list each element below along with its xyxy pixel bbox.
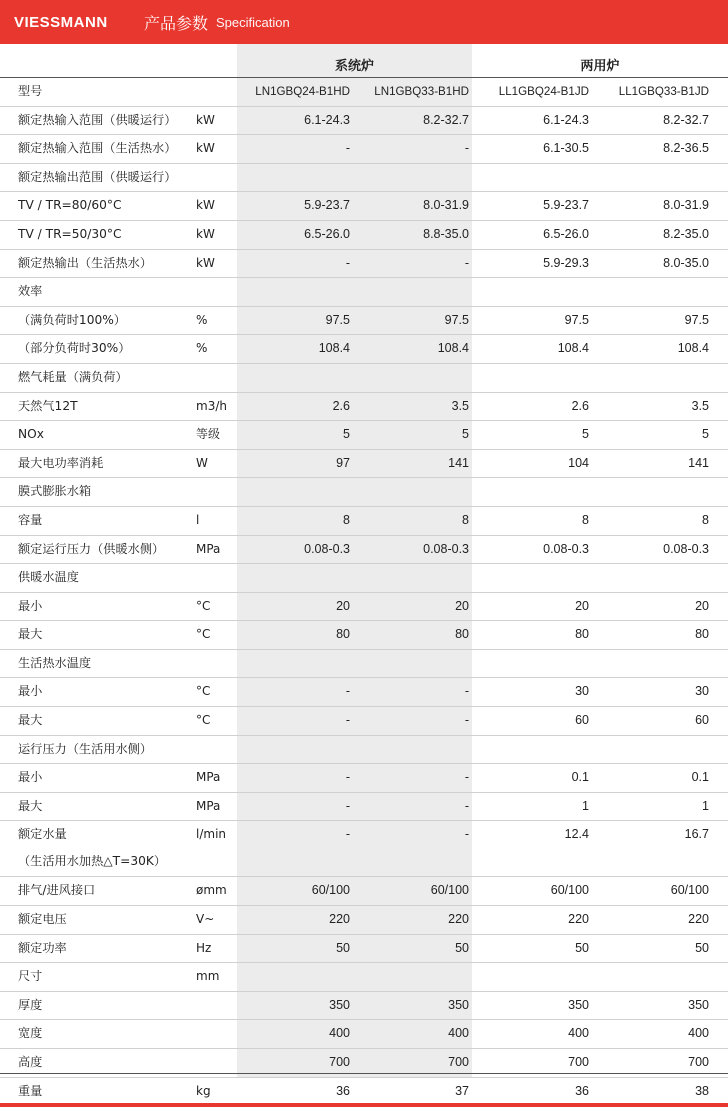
table-bottom-rule	[0, 1073, 728, 1074]
table-row	[0, 992, 728, 1021]
table-row	[0, 650, 728, 679]
value-cell-3: 108.4	[557, 341, 589, 356]
table-row	[0, 877, 728, 906]
value-cell-2: 3.5	[451, 398, 469, 413]
table-row	[0, 335, 728, 364]
value-cell-3: 0.1	[571, 770, 589, 785]
value-cell-4: 8	[702, 512, 709, 527]
row-label: 额定热输出（生活热水）	[18, 255, 153, 270]
value-cell-4: 60	[695, 713, 709, 728]
value-cell-4: 80	[695, 627, 709, 642]
row-unit: l/min	[196, 827, 227, 842]
value-cell-3: 60	[575, 713, 589, 728]
value-cell-4: 3.5	[691, 398, 709, 413]
value-cell-3: 6.5-26.0	[543, 226, 589, 241]
row-unit: kW	[196, 226, 215, 241]
value-cell-3: 97.5	[564, 312, 589, 327]
value-cell-3: 30	[575, 684, 589, 699]
row-unit: l	[196, 512, 200, 527]
value-cell-1: 220	[329, 912, 350, 927]
table-row	[0, 707, 728, 736]
value-cell-2: 60/100	[430, 883, 469, 898]
row-unit: °C	[196, 713, 211, 728]
value-cell-4: 8.0-35.0	[663, 255, 709, 270]
row-unit: °C	[196, 627, 211, 642]
spec-table	[0, 44, 728, 1106]
group-header-combi: 两用炉	[580, 59, 620, 74]
row-label: 型号	[18, 84, 43, 98]
model-cell-2: LN1GBQ33-B1HD	[374, 85, 469, 98]
row-label: 厚度	[18, 997, 43, 1012]
value-cell-3: 20	[575, 598, 589, 613]
row-label: 最小	[18, 770, 43, 785]
header-bar	[0, 0, 728, 44]
value-cell-2: -	[464, 713, 469, 728]
value-cell-1: 97	[336, 455, 350, 470]
row-unit: ømm	[196, 883, 227, 898]
row-label: 高度	[18, 1055, 43, 1069]
value-cell-2: 400	[448, 1026, 469, 1041]
value-cell-2: -	[464, 770, 469, 785]
value-cell-1: 400	[329, 1026, 350, 1041]
table-row	[0, 963, 728, 992]
value-cell-4: 8.2-35.0	[663, 226, 709, 241]
value-cell-1: 20	[336, 598, 350, 613]
row-unit: %	[196, 312, 208, 327]
value-cell-3: 220	[568, 912, 589, 927]
row-label: 重量	[18, 1083, 43, 1098]
value-cell-3: 50	[575, 940, 589, 955]
row-label: （满负荷时100%）	[18, 312, 126, 327]
value-cell-2: 80	[455, 627, 469, 642]
value-cell-1: -	[345, 713, 350, 728]
row-label: （部分负荷时30%）	[18, 341, 131, 356]
model-cell-1: LN1GBQ24-B1HD	[255, 85, 350, 98]
row-label: 最大	[18, 627, 43, 642]
value-cell-3: 700	[568, 1055, 589, 1069]
value-cell-2: -	[464, 798, 469, 813]
value-cell-1: 8	[343, 512, 350, 527]
row-label: 额定功率	[18, 940, 67, 955]
value-cell-1: -	[345, 141, 350, 156]
value-cell-2: 20	[455, 598, 469, 613]
value-cell-1: -	[345, 798, 350, 813]
table-row	[0, 507, 728, 536]
row-unit: V~	[196, 912, 215, 927]
value-cell-1: 6.5-26.0	[304, 226, 350, 241]
value-cell-3: 5.9-29.3	[543, 255, 589, 270]
table-row	[0, 621, 728, 650]
row-label: 宽度	[18, 1026, 43, 1041]
row-label: 生活热水温度	[18, 655, 92, 670]
value-cell-4: 50	[695, 940, 709, 955]
value-cell-4: 5	[702, 427, 709, 442]
row-unit: Hz	[196, 940, 212, 955]
table-row	[0, 1078, 728, 1107]
table-row	[0, 364, 728, 393]
value-cell-2: 5	[462, 427, 469, 442]
row-label: 额定热输出范围（供暖运行）	[18, 169, 177, 184]
row-label: 额定运行压力（供暖水侧）	[18, 541, 165, 556]
value-cell-3: 5.9-23.7	[543, 198, 589, 213]
value-cell-2: 350	[448, 997, 469, 1012]
value-cell-1: 5	[343, 427, 350, 442]
table-row	[0, 536, 728, 565]
row-unit: °C	[196, 598, 211, 613]
model-cell-4: LL1GBQ33-B1JD	[618, 85, 709, 98]
value-cell-4: 220	[688, 912, 709, 927]
row-label: 膜式膨胀水箱	[18, 484, 92, 499]
table-row	[0, 78, 728, 107]
value-cell-1: -	[345, 827, 350, 842]
row-label: 额定电压	[18, 912, 67, 927]
table-row	[0, 250, 728, 279]
table-row	[0, 736, 728, 765]
value-cell-2: -	[464, 141, 469, 156]
table-row	[0, 793, 728, 822]
row-unit: 等级	[196, 427, 221, 442]
value-cell-1: 108.4	[318, 341, 350, 356]
value-cell-4: 20	[695, 598, 709, 613]
row-label: 供暖水温度	[18, 570, 79, 585]
value-cell-4: 1	[702, 798, 709, 813]
value-cell-2: 108.4	[437, 341, 469, 356]
value-cell-3: 350	[568, 997, 589, 1012]
table-row	[0, 564, 728, 593]
row-unit: kW	[196, 141, 215, 156]
value-cell-1: 36	[336, 1083, 350, 1098]
value-cell-3: 400	[568, 1026, 589, 1041]
value-cell-4: 0.08-0.3	[663, 541, 709, 556]
table-row	[0, 393, 728, 422]
row-label: 额定水量	[18, 827, 67, 842]
value-cell-3: 6.1-24.3	[543, 112, 589, 127]
table-row	[0, 593, 728, 622]
group-header-row	[0, 44, 728, 78]
brand-logo: VIESSMANN	[14, 13, 108, 31]
row-unit: °C	[196, 684, 211, 699]
value-cell-1: -	[345, 684, 350, 699]
value-cell-4: 38	[695, 1083, 709, 1098]
row-label: 尺寸	[18, 969, 43, 984]
row-unit: MPa	[196, 798, 221, 813]
value-cell-2: 0.08-0.3	[423, 541, 469, 556]
value-cell-1: 700	[329, 1055, 350, 1069]
model-cell-3: LL1GBQ24-B1JD	[498, 85, 589, 98]
value-cell-4: 30	[695, 684, 709, 699]
row-unit: m3/h	[196, 398, 227, 413]
row-label: NOx	[18, 427, 44, 442]
row-label-note: （生活用水加热△T=30K）	[18, 854, 167, 869]
value-cell-2: 50	[455, 940, 469, 955]
row-unit: kW	[196, 255, 215, 270]
footer-bar	[0, 1103, 728, 1107]
row-label: 额定热输入范围（供暖运行）	[18, 112, 177, 127]
value-cell-4: 141	[688, 455, 709, 470]
page-subtitle: Specification	[216, 14, 290, 30]
table-row	[0, 164, 728, 193]
value-cell-2: 8	[462, 512, 469, 527]
value-cell-3: 60/100	[550, 883, 589, 898]
value-cell-4: 0.1	[691, 770, 709, 785]
value-cell-1: 60/100	[311, 883, 350, 898]
value-cell-2: -	[464, 255, 469, 270]
page-title: 产品参数	[144, 13, 209, 33]
value-cell-1: -	[345, 255, 350, 270]
row-label: 最大	[18, 798, 43, 813]
row-label: 最小	[18, 684, 43, 699]
row-label: 最小	[18, 598, 43, 613]
value-cell-4: 97.5	[684, 312, 709, 327]
value-cell-3: 8	[582, 512, 589, 527]
value-cell-4: 8.2-32.7	[663, 112, 709, 127]
row-label: 最大	[18, 713, 43, 728]
row-label: 排气/进风接口	[18, 883, 96, 898]
value-cell-2: 8.8-35.0	[423, 226, 469, 241]
value-cell-2: 141	[448, 455, 469, 470]
value-cell-3: 1	[582, 798, 589, 813]
row-label: 额定热输入范围（生活热水）	[18, 141, 177, 156]
value-cell-1: 5.9-23.7	[304, 198, 350, 213]
row-unit: MPa	[196, 541, 221, 556]
value-cell-3: 5	[582, 427, 589, 442]
table-row	[0, 192, 728, 221]
value-cell-4: 8.2-36.5	[663, 141, 709, 156]
value-cell-4: 108.4	[677, 341, 709, 356]
row-unit: kW	[196, 112, 215, 127]
row-label: 燃气耗量（满负荷）	[18, 369, 128, 384]
value-cell-1: 50	[336, 940, 350, 955]
row-label: TV / TR=50/30°C	[18, 226, 122, 241]
value-cell-3: 80	[575, 627, 589, 642]
table-row	[0, 1020, 728, 1049]
value-cell-1: 2.6	[332, 398, 350, 413]
value-cell-1: 350	[329, 997, 350, 1012]
table-row	[0, 450, 728, 479]
table-row	[0, 278, 728, 307]
value-cell-1: 0.08-0.3	[304, 541, 350, 556]
row-unit: %	[196, 341, 208, 356]
row-unit: W	[196, 455, 208, 470]
table-row	[0, 906, 728, 935]
row-unit: mm	[196, 969, 220, 984]
table-row	[0, 478, 728, 507]
row-label: TV / TR=80/60°C	[18, 198, 122, 213]
table-row	[0, 421, 728, 450]
value-cell-2: 97.5	[444, 312, 469, 327]
table-row	[0, 107, 728, 136]
row-label: 运行压力（生活用水侧）	[18, 741, 153, 756]
value-cell-4: 350	[688, 997, 709, 1012]
table-row	[0, 935, 728, 964]
value-cell-4: 60/100	[670, 883, 709, 898]
value-cell-2: 700	[448, 1055, 469, 1069]
value-cell-4: 400	[688, 1026, 709, 1041]
row-unit: MPa	[196, 770, 221, 785]
row-unit: kW	[196, 198, 215, 213]
table-row	[0, 135, 728, 164]
table-row	[0, 764, 728, 793]
value-cell-3: 104	[568, 455, 589, 470]
value-cell-4: 16.7	[684, 827, 709, 842]
value-cell-2: 8.2-32.7	[423, 112, 469, 127]
table-row	[0, 821, 728, 877]
value-cell-2: 8.0-31.9	[423, 198, 469, 213]
group-header-system: 系统炉	[334, 59, 374, 74]
row-label: 最大电功率消耗	[18, 455, 104, 470]
row-label: 效率	[18, 284, 43, 299]
table-row	[0, 221, 728, 250]
value-cell-2: -	[464, 684, 469, 699]
value-cell-1: -	[345, 770, 350, 785]
row-unit: kg	[196, 1083, 211, 1098]
row-label: 天然气12T	[18, 398, 78, 413]
value-cell-3: 2.6	[571, 398, 589, 413]
value-cell-2: 37	[455, 1083, 469, 1098]
value-cell-2: 220	[448, 912, 469, 927]
value-cell-3: 36	[575, 1083, 589, 1098]
value-cell-4: 700	[688, 1055, 709, 1069]
value-cell-1: 6.1-24.3	[304, 112, 350, 127]
value-cell-1: 80	[336, 627, 350, 642]
value-cell-3: 6.1-30.5	[543, 141, 589, 156]
row-label: 容量	[18, 512, 43, 527]
value-cell-3: 0.08-0.3	[543, 541, 589, 556]
table-row	[0, 678, 728, 707]
spec-rows	[0, 78, 728, 1106]
value-cell-3: 12.4	[564, 827, 589, 842]
table-row	[0, 307, 728, 336]
value-cell-1: 97.5	[325, 312, 350, 327]
value-cell-4: 8.0-31.9	[663, 198, 709, 213]
value-cell-2: -	[464, 827, 469, 842]
